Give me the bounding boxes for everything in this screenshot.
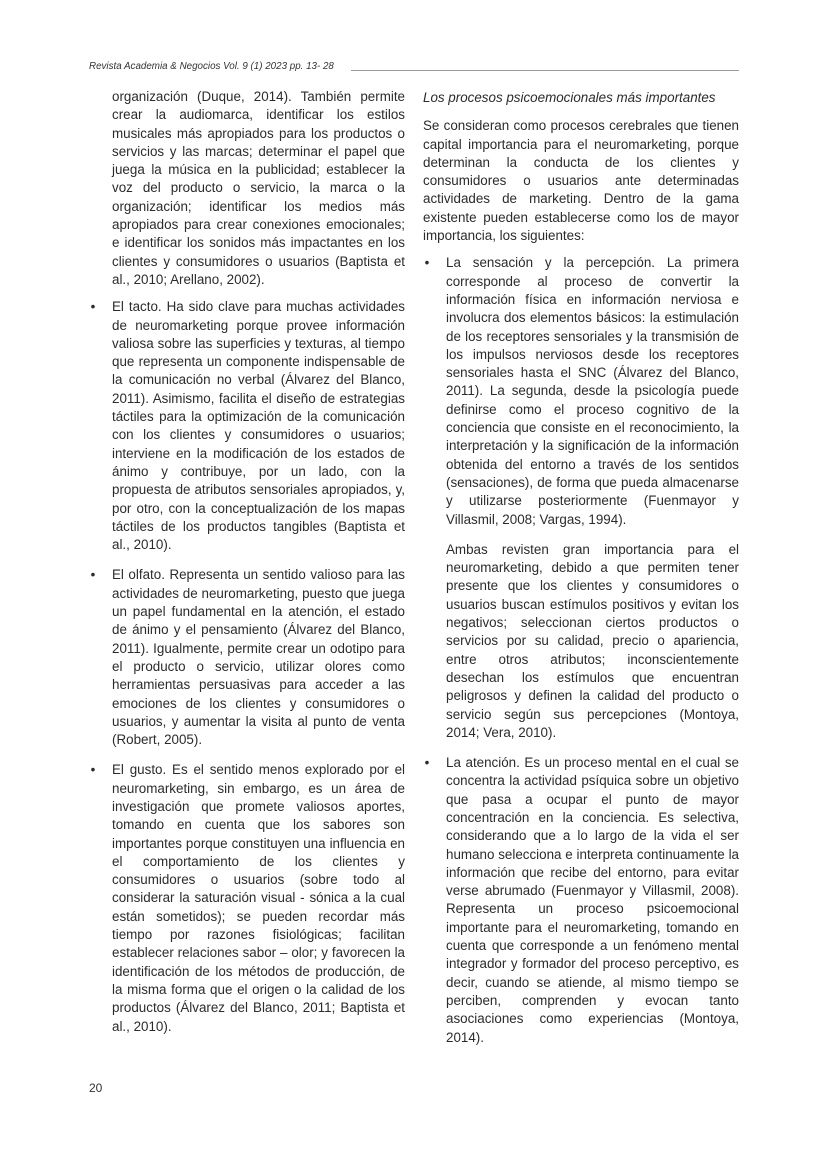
list-item-olfato xyxy=(89,566,405,749)
list-item-text: El olfato. Representa un sentido valioso para las actividades de neuromarketing, puesto que juega un papel fundamental en la atención, el estado de ánimo y el pensamiento (Álvarez del Blanco, 2011). Igualmente, permite crear un odotipo para el producto o servicio, utilizar olores como herramientas persuasivas para acceder a las emociones de los clientes y consumidores o usuarios, y aumentar la visita al punto de venta (Robert, 2005). xyxy=(112,567,405,748)
paragraph-continuation: organización (Duque, 2014). También permite crear la audiomarca, identificar los estilos musicales más apropiados para los productos o servicios y las marcas; determinar el papel que juega la música en la publicidad; establecer la voz del producto o servicio, la marca o la organización; identificar los medios más apropiados para crear conexiones emocionales; e identificar los sonidos más impactantes en los clientes y consumidores o usuarios (Baptista et al., 2010; Arellano, 2002). xyxy=(112,89,405,287)
intro-paragraph: Se consideran como procesos cerebrales que tienen capital importancia para el neuromarketing, porque determinan la conducta de los clientes y consumidores o usuarios ante determinadas actividades de marketing. Dentro de la gama existente pueden establecerse como los de mayor importancia, los siguientes: xyxy=(423,118,739,244)
bullet-icon: • xyxy=(90,762,96,778)
header-rule xyxy=(351,70,739,71)
section-title: Los procesos psicoemocionales más importantes xyxy=(423,90,716,105)
bullet-icon: • xyxy=(424,755,430,771)
journal-citation: Revista Academia & Negocios Vol. 9 (1) 2023 pp. 13- 28 xyxy=(89,61,334,72)
list-item-text: La sensación y la percepción. La primera corresponde al proceso de convertir la información física en información nerviosa e involucra dos elementos básicos: la estimulación de los receptores sensoriales y la transmisión de los impulsos nerviosos desde los receptores sensoriales hasta el SNC (Álvarez del Blanco, 2011). La segunda, desde la psicología puede definirse como el proceso cognitivo de la conciencia que consiste en el reconocimiento, la interpretación y la significación de la información obtenida del entorno a través de los sentidos (sensaciones), de forma que pueda almacenarse y utilizarse posteriormente (Fuenmayor y Villasmil, 2008; Vargas, 1994). xyxy=(446,255,739,527)
list-item-text: El gusto. Es el sentido menos explorado por el neuromarketing, sin embargo, es un área de investigación que promete valiosos aportes, tomando en cuenta que los sabores son importantes porque constituyen una influencia en el comportamiento de los clientes y consumidores o usuarios (sobre todo al considerar la saturación visual - sónica a la cual están sometidos); se pueden recordar más tiempo por razones fisiológicas; facilitan establecer relaciones sabor – olor; y favorecen la identificación de los métodos de producción, de la misma forma que el origen o la calidad de los productos (Álvarez del Blanco, 2011; Baptista et al., 2010). xyxy=(112,762,405,1034)
bullet-icon: • xyxy=(90,299,96,315)
list-item-gusto xyxy=(89,761,405,1035)
senses-list xyxy=(89,298,405,1036)
list-item-tacto xyxy=(89,298,405,554)
list-item-text: La atención. Es un proceso mental en el cual se concentra la actividad psíquica sobre un objetivo que pasa a ocupar el punto de mayor concentración en la conciencia. Es selectiva, considerando que a lo largo de la vida el ser humano selecciona e interpreta continuamente la información que recibe del entorno, para evitar verse abrumado (Fuenmayor y Villasmil, 2008). Representa un proceso psicoemocional importante para el neuromarketing, tomando en cuenta que corresponde a un fenómeno mental integrador y formador del proceso perceptivo, es decir, cuando se atiende, al mismo tiempo se perciben, comprenden y evocan tanto asociaciones como experiencias (Montoya, 2014). xyxy=(446,755,739,1045)
processes-list xyxy=(423,254,739,1046)
left-column xyxy=(89,88,405,1048)
list-item-text: El tacto. Ha sido clave para muchas actividades de neuromarketing porque provee información valiosa sobre las superficies y texturas, al tiempo que representa un componente indispensable de la comunicación no verbal (Álvarez del Blanco, 2011). Asimismo, facilita el diseño de estrategias táctiles para la optimización de la comunicación con los clientes y consumidores o usuarios; interviene en la modificación de los estados de ánimo y contribuye, por un lado, con la propuesta de atributos sensoriales apropiados, y, por otro, con la conceptualización de los mapas táctiles de los productos tangibles (Baptista et al., 2010). xyxy=(112,299,405,553)
running-header xyxy=(89,61,739,75)
page-number: 20 xyxy=(89,1081,103,1095)
list-item-atencion xyxy=(423,754,739,1047)
list-item-continuation: Ambas revisten gran importancia para el neuromarketing, debido a que permiten tener presente que los clientes y consumidores o usuarios buscan estímulos positivos y evitan los negativos; seleccionan ciertos productos o servicios por su calidad, precio o apariencia, entre otros atributos; inconscientemente desechan los estímulos que encuentran peligrosos y definen la calidad del producto o servicio según sus percepciones (Montoya, 2014; Vera, 2010). xyxy=(446,541,739,740)
bullet-icon: • xyxy=(424,255,430,271)
list-item-sensacion xyxy=(423,254,739,742)
right-column xyxy=(423,88,739,1059)
bullet-icon: • xyxy=(90,567,96,583)
